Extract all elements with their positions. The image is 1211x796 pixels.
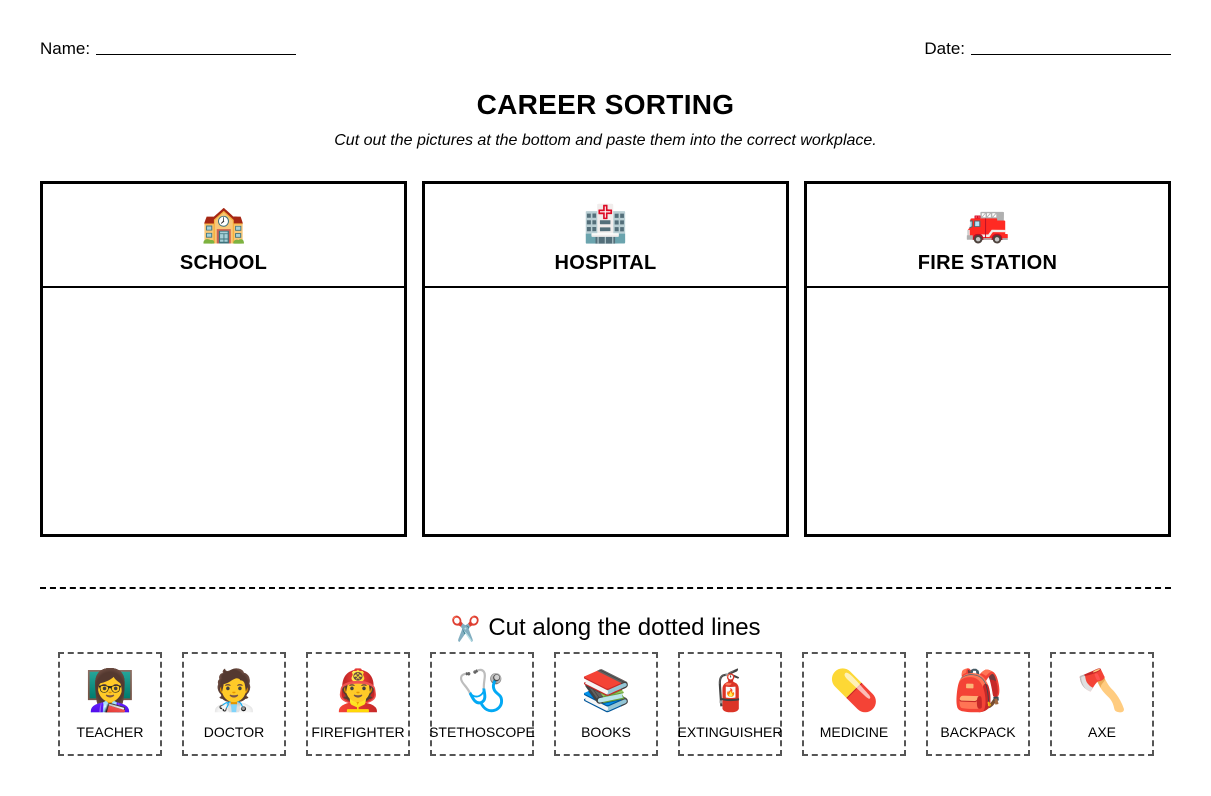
card-stethoscope[interactable] bbox=[430, 652, 534, 756]
workplace-box-school[interactable] bbox=[40, 181, 407, 537]
fire-engine-icon: 🚒 bbox=[965, 203, 1010, 244]
card-axe[interactable] bbox=[1050, 652, 1154, 756]
card-books[interactable] bbox=[554, 652, 658, 756]
stethoscope-icon: 🩺 bbox=[457, 669, 507, 713]
card-firefighter[interactable] bbox=[306, 652, 410, 756]
card-label: BACKPACK bbox=[940, 724, 1016, 740]
doctor-icon: 🧑‍⚕️ bbox=[209, 669, 259, 713]
card-label: FIREFIGHTER bbox=[311, 724, 405, 740]
workplace-box-fire-station[interactable] bbox=[804, 181, 1171, 537]
workplace-label: SCHOOL bbox=[179, 252, 268, 274]
card-label: BOOKS bbox=[581, 724, 631, 740]
firefighter-icon: 🧑‍🚒 bbox=[333, 669, 383, 713]
scissors-icon: ✂️ bbox=[450, 616, 481, 643]
cutout-cards bbox=[58, 652, 1158, 758]
card-label: TEACHER bbox=[76, 724, 144, 740]
workplace-header bbox=[43, 184, 404, 288]
date-input-line[interactable] bbox=[971, 54, 1171, 55]
header-fields bbox=[40, 38, 1171, 62]
name-field[interactable] bbox=[40, 38, 296, 60]
card-doctor[interactable] bbox=[182, 652, 286, 756]
cut-instruction bbox=[0, 613, 1211, 645]
card-backpack[interactable] bbox=[926, 652, 1030, 756]
drop-area-hospital[interactable] bbox=[425, 288, 786, 536]
pill-icon: 💊 bbox=[829, 669, 879, 713]
date-field[interactable] bbox=[924, 38, 1171, 60]
fire-extinguisher-icon: 🧯 bbox=[705, 669, 755, 713]
card-label: MEDICINE bbox=[819, 724, 889, 740]
card-label: DOCTOR bbox=[203, 724, 265, 740]
card-medicine[interactable] bbox=[802, 652, 906, 756]
card-label: AXE bbox=[1087, 724, 1116, 740]
instructions: Cut out the pictures at the bottom and paste them into the correct workplace. bbox=[334, 132, 877, 149]
workplace-label: HOSPITAL bbox=[554, 252, 657, 274]
date-label: Date: bbox=[924, 39, 965, 58]
cut-instruction-text: Cut along the dotted lines bbox=[488, 614, 761, 641]
name-input-line[interactable] bbox=[96, 54, 296, 55]
name-label: Name: bbox=[40, 39, 91, 58]
drop-area-fire-station[interactable] bbox=[807, 288, 1168, 536]
card-extinguisher[interactable] bbox=[678, 652, 782, 756]
cut-divider bbox=[40, 587, 1171, 589]
books-icon: 📚 bbox=[581, 669, 631, 713]
card-label: EXTINGUISHER bbox=[677, 724, 783, 740]
workplace-boxes bbox=[40, 181, 1171, 537]
card-label: STETHOSCOPE bbox=[429, 724, 535, 740]
backpack-icon: 🎒 bbox=[953, 669, 1003, 713]
workplace-box-hospital[interactable] bbox=[422, 181, 789, 537]
workplace-header bbox=[425, 184, 786, 288]
school-icon: 🏫 bbox=[201, 203, 246, 244]
axe-icon: 🪓 bbox=[1077, 669, 1127, 713]
teacher-icon: 👩‍🏫 bbox=[85, 669, 135, 713]
hospital-icon: 🏥 bbox=[583, 203, 628, 244]
card-teacher[interactable] bbox=[58, 652, 162, 756]
drop-area-school[interactable] bbox=[43, 288, 404, 536]
workplace-header bbox=[807, 184, 1168, 288]
workplace-label: FIRE STATION bbox=[917, 252, 1058, 274]
page-title: CAREER SORTING bbox=[476, 89, 735, 120]
